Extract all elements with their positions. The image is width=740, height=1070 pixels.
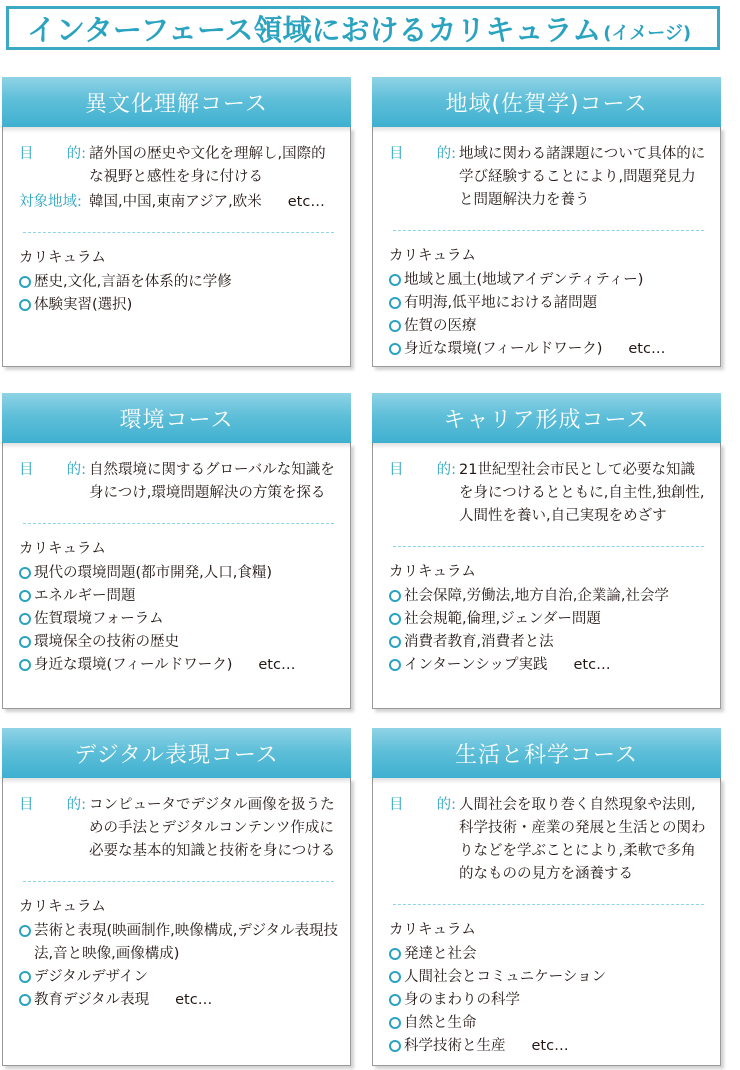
curriculum-item: 歴史,文化,言語を体系的に学修 [19, 271, 338, 294]
curriculum-item: 芸術と表現(映画制作,映像構成,デジタル表現技法,音と映像,画像構成) [19, 920, 338, 966]
circle-bullet-icon [19, 567, 31, 579]
course-body [2, 127, 351, 367]
circle-bullet-icon [19, 299, 31, 311]
course-purpose [389, 778, 708, 886]
circle-bullet-icon [389, 343, 401, 355]
circle-bullet-icon [389, 297, 401, 309]
purpose-label: 目 的: [19, 797, 86, 813]
dashed-divider [393, 546, 704, 547]
course-purpose [19, 127, 338, 214]
purpose-text: 地域に関わる諸課題について具体的に学び経験することにより,問題発見力と問題解決力を養う [459, 146, 706, 208]
curriculum-item: 体験実習(選択) [19, 294, 338, 317]
course-purpose [389, 127, 708, 212]
course-body [372, 443, 721, 709]
course-body [2, 778, 351, 1066]
dashed-divider [393, 230, 704, 231]
course-card-life-science [372, 728, 721, 1066]
circle-bullet-icon [19, 925, 31, 937]
curriculum-item: 佐賀環境フォーラム [19, 608, 338, 631]
purpose-text: コンピュータでデジタル画像を扱うための手法とデジタルコンテンツ作成に必要な基本的知識と技術を身につける [89, 797, 336, 859]
curriculum-item: 環境保全の技術の歴史 [19, 631, 338, 654]
purpose-text: 人間社会を取り巻く自然現象や法則,科学技術・産業の発展と生活との関わりなどを学ぶことにより,柔軟で多角的なものの見方を涵養する [459, 797, 706, 882]
course-body [2, 443, 351, 709]
purpose-label: 目 的: [19, 462, 86, 478]
dashed-divider [393, 904, 704, 905]
region-text: 韓国,中国,東南アジア,欧米 etc… [89, 194, 325, 210]
circle-bullet-icon [389, 636, 401, 648]
curriculum-item: 消費者教育,消費者と法 [389, 631, 708, 654]
curriculum-item: 社会規範,倫理,ジェンダー問題 [389, 608, 708, 631]
circle-bullet-icon [389, 274, 401, 286]
curriculum-item: 発達と社会 [389, 943, 708, 966]
course-purpose [19, 778, 338, 863]
course-header: キャリア形成コース [372, 393, 721, 443]
circle-bullet-icon [19, 613, 31, 625]
curriculum-heading: カリキュラム [389, 564, 476, 580]
circle-bullet-icon [19, 590, 31, 602]
course-card-environment [2, 393, 351, 709]
page-title-note: (イメージ) [603, 23, 692, 44]
dashed-divider [23, 881, 334, 882]
page-title-box [6, 6, 720, 50]
curriculum-item: 教育デジタル表現 etc… [19, 989, 338, 1012]
curriculum-item: 人間社会とコミュニケーション [389, 966, 708, 989]
course-purpose [19, 443, 338, 505]
circle-bullet-icon [389, 1017, 401, 1029]
curriculum-item: 身近な環境(フィールドワーク) etc… [19, 654, 338, 677]
curriculum-item: 社会保障,労働法,地方自治,企業論,社会学 [389, 585, 708, 608]
curriculum-item: エネルギー問題 [19, 585, 338, 608]
dashed-divider [23, 523, 334, 524]
circle-bullet-icon [389, 994, 401, 1006]
circle-bullet-icon [19, 636, 31, 648]
course-header: 生活と科学コース [372, 728, 721, 778]
curriculum-heading: カリキュラム [19, 250, 106, 266]
circle-bullet-icon [19, 276, 31, 288]
circle-bullet-icon [19, 659, 31, 671]
course-body [372, 778, 721, 1066]
course-header: 環境コース [2, 393, 351, 443]
curriculum-item: 地域と風土(地域アイデンティティー) [389, 269, 708, 292]
curriculum-item: 佐賀の医療 [389, 315, 708, 338]
purpose-text: 自然環境に関するグローバルな知識を身につけ,環境問題解決の方策を探る [89, 462, 335, 501]
course-header: デジタル表現コース [2, 728, 351, 778]
circle-bullet-icon [389, 971, 401, 983]
course-header: 地域(佐賀学)コース [372, 77, 721, 127]
curriculum-item: 科学技術と生産 etc… [389, 1035, 708, 1058]
curriculum-item: 身近な環境(フィールドワーク) etc… [389, 338, 708, 361]
course-header: 異文化理解コース [2, 77, 351, 127]
circle-bullet-icon [19, 971, 31, 983]
curriculum-item: 現代の環境問題(都市開発,人口,食糧) [19, 562, 338, 585]
curriculum-item: 自然と生命 [389, 1012, 708, 1035]
course-card-digital [2, 728, 351, 1066]
dashed-divider [23, 232, 334, 233]
curriculum-item: インターンシップ実践 etc… [389, 654, 708, 677]
curriculum-item: 身のまわりの科学 [389, 989, 708, 1012]
course-card-regional [372, 77, 721, 367]
course-body [372, 127, 721, 367]
circle-bullet-icon [389, 320, 401, 332]
curriculum-item: デジタルデザイン [19, 966, 338, 989]
curriculum-item: 有明海,低平地における諸問題 [389, 292, 708, 315]
purpose-text: 諸外国の歴史や文化を理解し,国際的な視野と感性を身に付ける [89, 146, 326, 185]
course-card-career [372, 393, 721, 709]
circle-bullet-icon [389, 1040, 401, 1052]
curriculum-heading: カリキュラム [19, 899, 106, 915]
purpose-label: 目 的: [19, 146, 86, 162]
curriculum-heading: カリキュラム [389, 922, 476, 938]
circle-bullet-icon [19, 994, 31, 1006]
purpose-label: 目 的: [389, 146, 456, 162]
curriculum-heading: カリキュラム [19, 541, 106, 557]
curriculum-heading: カリキュラム [389, 248, 476, 264]
page-title: インターフェース領域におけるカリキュラム [27, 12, 602, 47]
purpose-text: 21世紀型社会市民として必要な知識を身につけるとともに,自主性,独創性,人間性を養い,自己実現をめざす [459, 462, 705, 524]
course-purpose [389, 443, 708, 528]
circle-bullet-icon [389, 948, 401, 960]
purpose-label: 目 的: [389, 797, 456, 813]
circle-bullet-icon [389, 659, 401, 671]
circle-bullet-icon [389, 590, 401, 602]
purpose-label: 目 的: [389, 462, 456, 478]
course-card-intercultural [2, 77, 351, 367]
circle-bullet-icon [389, 613, 401, 625]
region-label: 対象地域: [19, 194, 82, 210]
